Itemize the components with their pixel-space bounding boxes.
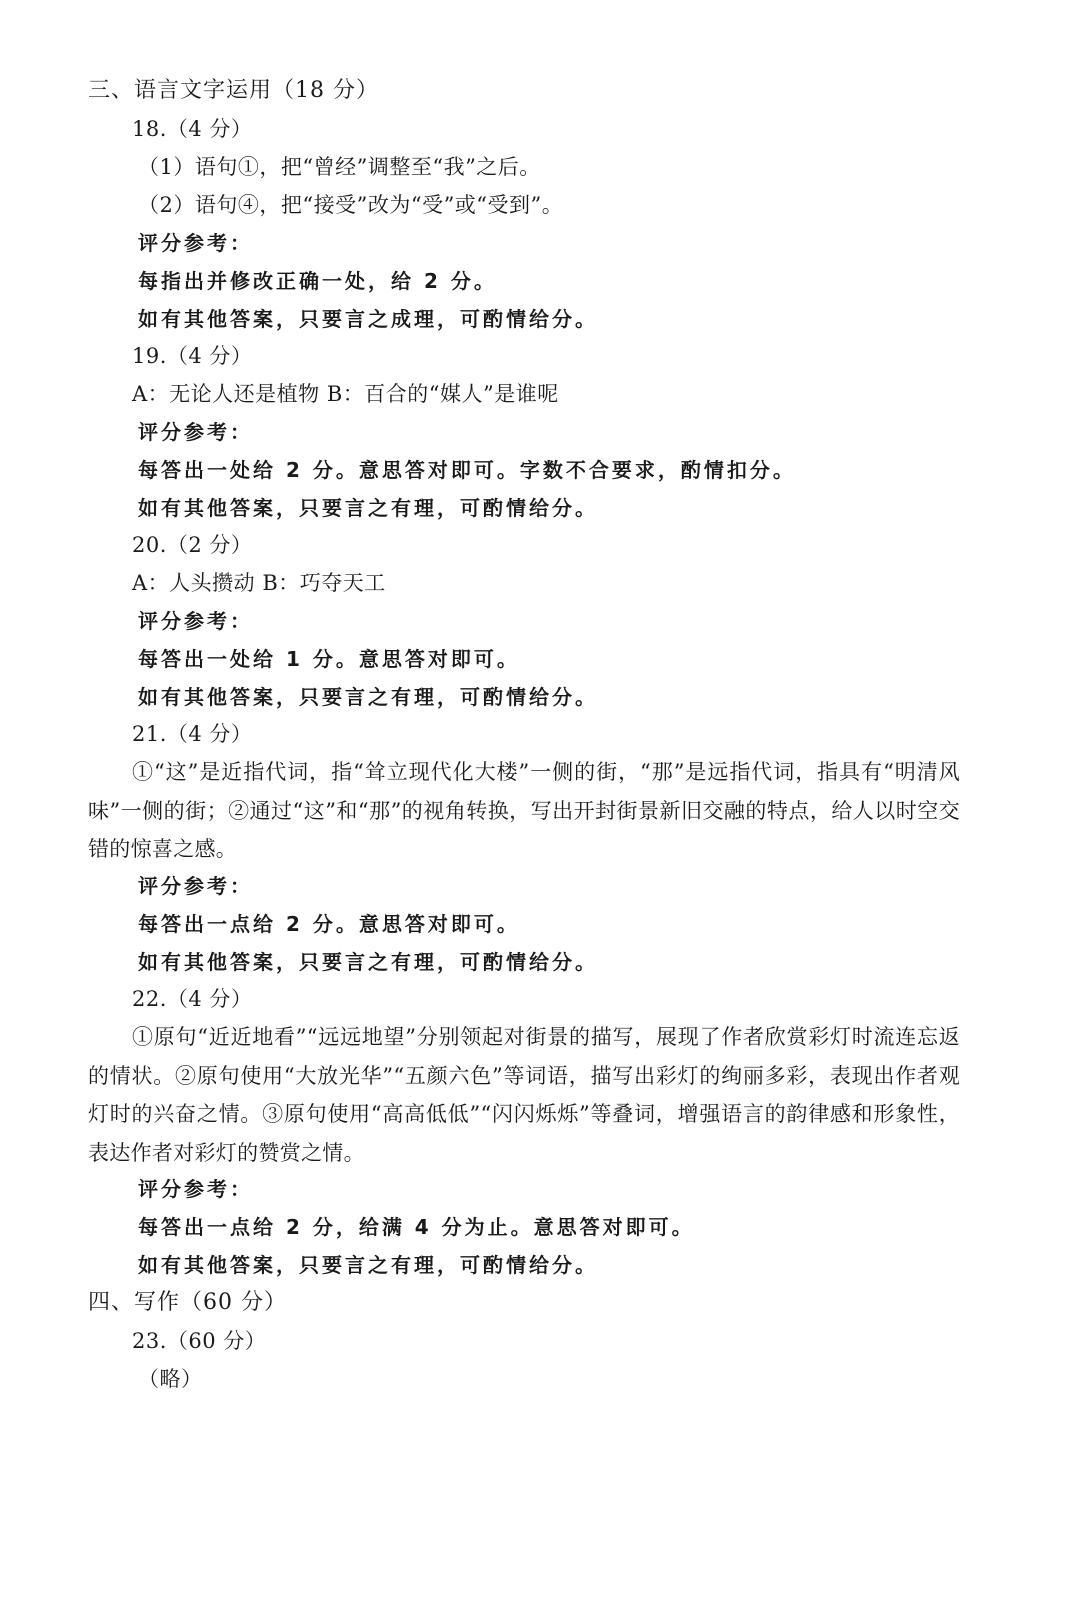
question-20-answer: A：人头攒动 B：巧夺天工	[132, 571, 386, 595]
question-19-rubric-heading: 评分参考：	[138, 420, 253, 444]
question-20-rubric-line-1: 每答出一处给 1 分。意思答对即可。	[138, 647, 520, 671]
section-title-writing: 四、写作（60 分）	[88, 1290, 287, 1315]
question-18-answer-2: （2）语句④，把“接受”改为“受”或“受到”。	[138, 193, 564, 217]
question-22-rubric-heading: 评分参考：	[138, 1177, 253, 1201]
question-18-rubric-heading: 评分参考：	[138, 231, 253, 255]
question-18-number: 18.（4 分）	[132, 117, 253, 141]
question-20-rubric-line-2: 如有其他答案，只要言之有理，可酌情给分。	[138, 685, 598, 709]
question-18-answer-1: （1）语句①，把“曾经”调整至“我”之后。	[138, 155, 541, 179]
question-19-rubric-line-2: 如有其他答案，只要言之有理，可酌情给分。	[138, 496, 598, 520]
question-21-rubric-heading: 评分参考：	[138, 874, 253, 898]
question-20-rubric-heading: 评分参考：	[138, 609, 253, 633]
question-18-rubric-line-2: 如有其他答案，只要言之成理，可酌情给分。	[138, 307, 598, 331]
question-19-number: 19.（4 分）	[132, 344, 253, 368]
question-22-rubric-line-2: 如有其他答案，只要言之有理，可酌情给分。	[138, 1253, 598, 1277]
question-23-answer: （略）	[138, 1367, 203, 1391]
question-21-answer-paragraph: ①“这”是近指代词，指“耸立现代化大楼”一侧的街，“那”是远指代词，指具有“明清风味”一侧的街；②通过“这”和“那”的视角转换，写出开封街景新旧交融的特点，给人以时空交错的惊喜之感。	[88, 760, 960, 861]
question-19-answer: A：无论人还是植物 B：百合的“媒人”是谁呢	[132, 382, 559, 406]
question-19-rubric-line-1: 每答出一处给 2 分。意思答对即可。字数不合要求，酌情扣分。	[138, 458, 796, 482]
question-18-rubric-line-1: 每指出并修改正确一处，给 2 分。	[138, 269, 497, 293]
question-21-number: 21.（4 分）	[132, 722, 253, 746]
question-23-number: 23.（60 分）	[132, 1329, 267, 1353]
section-title-language-use: 三、语言文字运用（18 分）	[88, 78, 379, 103]
question-21-rubric-line-2: 如有其他答案，只要言之有理，可酌情给分。	[138, 950, 598, 974]
question-22-answer-paragraph: ①原句“近近地看”“远远地望”分别领起对街景的描写，展现了作者欣赏彩灯时流连忘返的情状。②原句使用“大放光华”“五颜六色”等词语，描写出彩灯的绚丽多彩，表现出作者观灯时的兴奋之情。③原句使用“高高低低”“闪闪烁烁”等叠词，增强语言的韵律感和形象性，表达作者对彩灯的赞赏之情。	[88, 1025, 960, 1165]
question-22-rubric-line-1: 每答出一点给 2 分，给满 4 分为止。意思答对即可。	[138, 1215, 695, 1239]
question-21-rubric-line-1: 每答出一点给 2 分。意思答对即可。	[138, 912, 520, 936]
question-20-number: 20.（2 分）	[132, 533, 253, 557]
question-22-number: 22.（4 分）	[132, 987, 253, 1011]
